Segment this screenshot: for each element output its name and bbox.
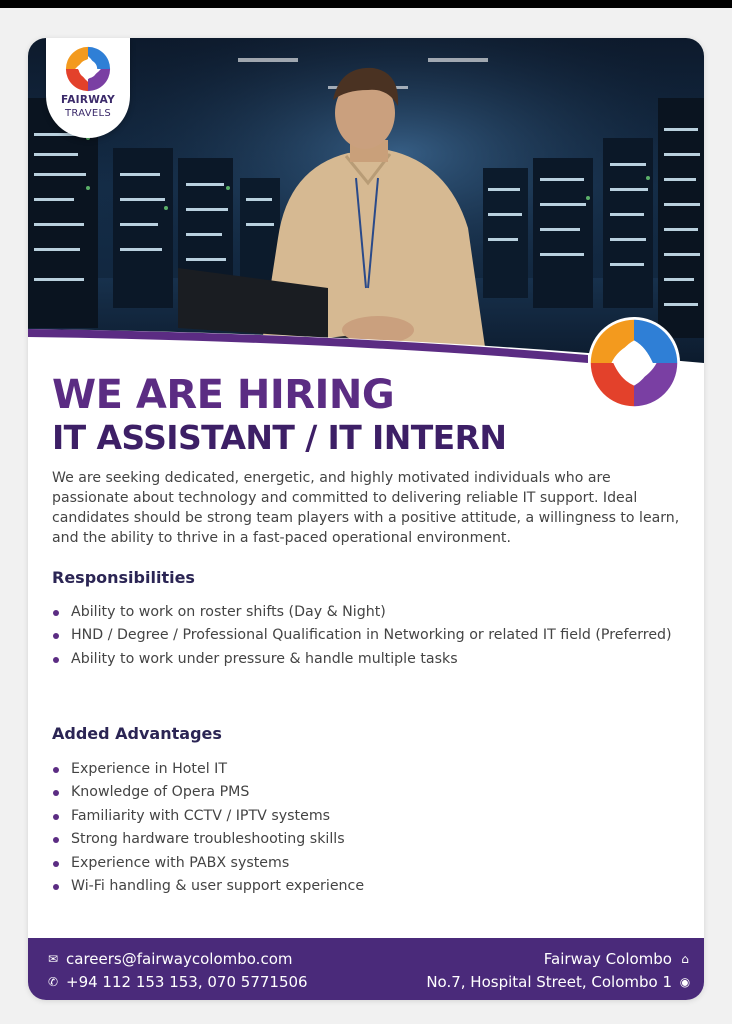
company-name: Fairway Colombo <box>543 950 672 968</box>
address-details <box>426 948 692 994</box>
email-link[interactable]: careers@fairwaycolombo.com <box>66 950 293 968</box>
phone-numbers[interactable]: +94 112 153 153, 070 5771506 <box>66 973 308 991</box>
advantages-heading: Added Advantages <box>52 724 222 743</box>
phone-icon: ✆ <box>47 975 59 989</box>
brand-logo-badge <box>46 38 130 138</box>
list-item: Experience in Hotel IT <box>52 758 692 781</box>
list-item: Wi-Fi handling & user support experience <box>52 875 692 898</box>
responsibilities-list <box>52 601 692 671</box>
advantages-list <box>52 758 692 898</box>
fairway-logo-icon <box>65 46 111 92</box>
fairway-large-logo-icon <box>587 316 681 410</box>
device-status-bar <box>0 0 732 8</box>
list-item: Ability to work on roster shifts (Day & Night) <box>52 601 692 624</box>
headline-hiring: WE ARE HIRING <box>52 372 395 418</box>
list-item: Strong hardware troubleshooting skills <box>52 828 692 851</box>
job-poster <box>28 38 704 1000</box>
list-item: Experience with PABX systems <box>52 852 692 875</box>
contact-footer <box>28 938 704 1000</box>
list-item: Familiarity with CCTV / IPTV systems <box>52 805 692 828</box>
location-pin-icon: ◉ <box>679 975 691 989</box>
responsibilities-heading: Responsibilities <box>52 568 195 587</box>
street-address: No.7, Hospital Street, Colombo 1 <box>426 973 672 991</box>
home-icon: ⌂ <box>681 952 689 966</box>
brand-sub: TRAVELS <box>64 108 112 119</box>
list-item: Knowledge of Opera PMS <box>52 781 692 804</box>
list-item: HND / Degree / Professional Qualification in Networking or related IT field (Preferred) <box>52 624 692 647</box>
list-item: Ability to work under pressure & handle multiple tasks <box>52 648 692 671</box>
contact-details <box>46 948 308 994</box>
brand-name: FAIRWAY <box>60 94 116 106</box>
headline-position: IT ASSISTANT / IT INTERN <box>52 418 507 457</box>
mail-icon: ✉ <box>47 952 59 966</box>
intro-paragraph: We are seeking dedicated, energetic, and highly motivated individuals who are passionate about technology and committed to delivering reliable IT support. Ideal candidates should be strong team players with a positive attitude, a willingness to learn, and the ability to thrive in a fast-paced operational environment. <box>52 470 680 546</box>
